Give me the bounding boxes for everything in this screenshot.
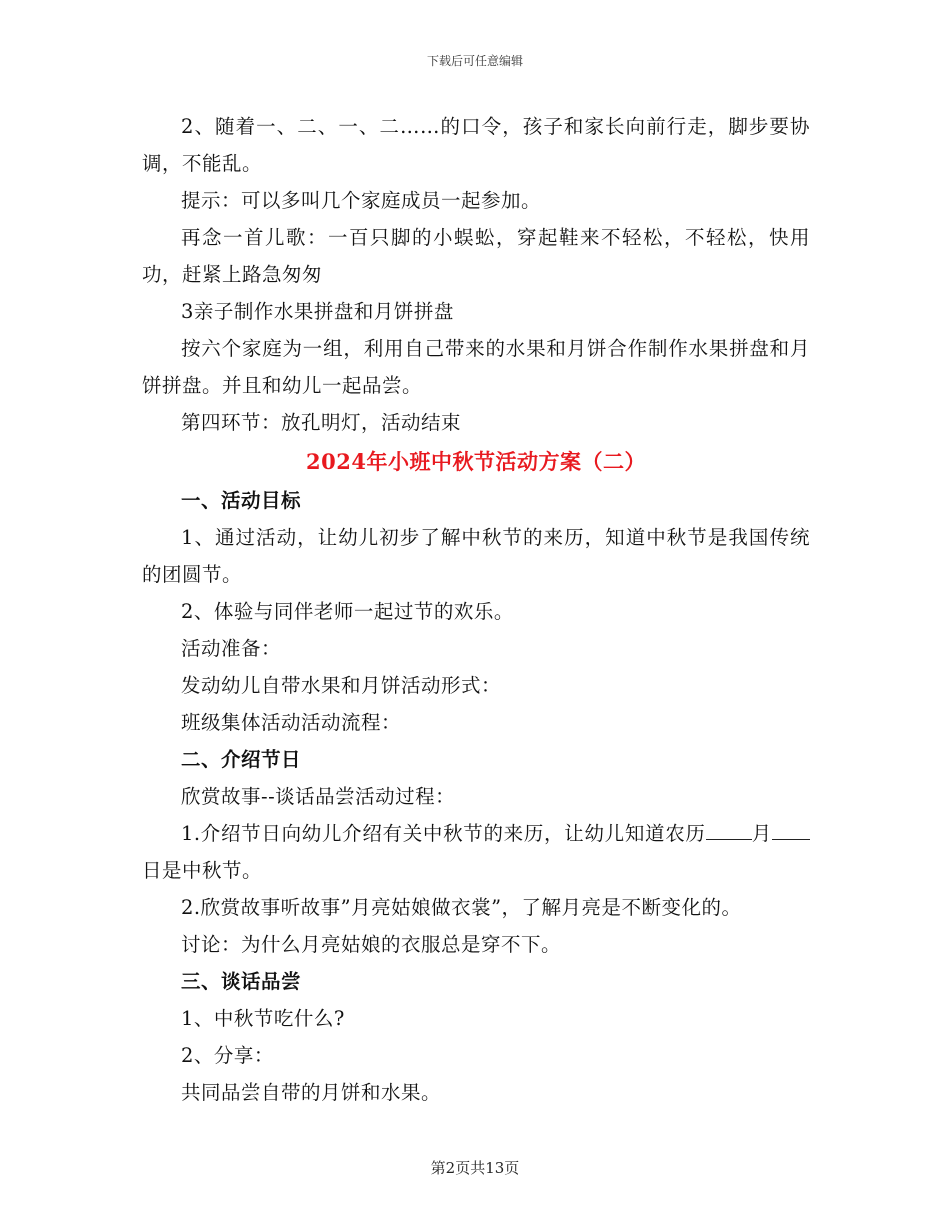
paragraph: 再念一首儿歌：一百只脚的小蜈蚣，穿起鞋来不轻松，不轻松，快用功，赶紧上路急匆匆 <box>142 226 810 286</box>
page-footer: 第2页共13页 <box>430 1159 520 1177</box>
paragraph: 1、中秋节吃什么? <box>181 1007 345 1030</box>
paragraph: 1、通过活动，让幼儿初步了解中秋节的来历，知道中秋节是我国传统的团圆节。 <box>142 526 810 586</box>
paragraph: 第四环节：放孔明灯，活动结束 <box>181 411 462 434</box>
paragraph: 2、随着一、二、一、二……的口令，孩子和家长向前行走，脚步要协调，不能乱。 <box>142 115 810 175</box>
section-heading: 二、介绍节日 <box>181 748 302 771</box>
paragraph: 2、分享： <box>181 1044 274 1067</box>
paragraph: 发动幼儿自带水果和月饼活动形式： <box>181 674 502 697</box>
blank-para-part2: 月 <box>751 822 772 845</box>
section-heading: 一、活动目标 <box>181 489 302 512</box>
paragraph: 2.欣赏故事听故事”月亮姑娘做衣裳”，了解月亮是不断变化的。 <box>181 896 742 919</box>
section-top <box>142 108 810 441</box>
paragraph: 3亲子制作水果拼盘和月饼拼盘 <box>181 300 454 323</box>
document-title: 2024年小班中秋节活动方案（二） <box>306 449 646 474</box>
paragraph: 讨论：为什么月亮姑娘的衣服总是穿不下。 <box>181 933 562 956</box>
fill-blank-day <box>772 821 810 840</box>
blank-para-part1: 1.介绍节日向幼儿介绍有关中秋节的来历，让幼儿知道农历 <box>181 822 706 845</box>
paragraph: 欣赏故事--谈话品尝活动过程： <box>181 785 456 808</box>
blank-para-part3: 日是中秋节。 <box>142 859 263 882</box>
section-heading: 三、谈话品尝 <box>181 970 302 993</box>
paragraph: 提示：可以多叫几个家庭成员一起参加。 <box>181 189 542 212</box>
page-header: 下载后可任意编辑 <box>426 54 523 68</box>
document-body <box>142 108 810 1111</box>
paragraph: 班级集体活动活动流程： <box>181 711 402 734</box>
section-middle <box>142 482 810 815</box>
fill-blank-month <box>706 821 752 840</box>
paragraph: 共同品尝自带的月饼和水果。 <box>181 1081 442 1104</box>
paragraph: 按六个家庭为一组，利用自己带来的水果和月饼合作制作水果拼盘和月饼拼盘。并且和幼儿一起品尝。 <box>142 337 810 397</box>
paragraph: 2、体验与同伴老师一起过节的欢乐。 <box>181 600 514 623</box>
paragraph-with-blanks <box>142 815 810 889</box>
section-bottom <box>142 889 810 1111</box>
paragraph: 活动准备： <box>181 637 282 660</box>
